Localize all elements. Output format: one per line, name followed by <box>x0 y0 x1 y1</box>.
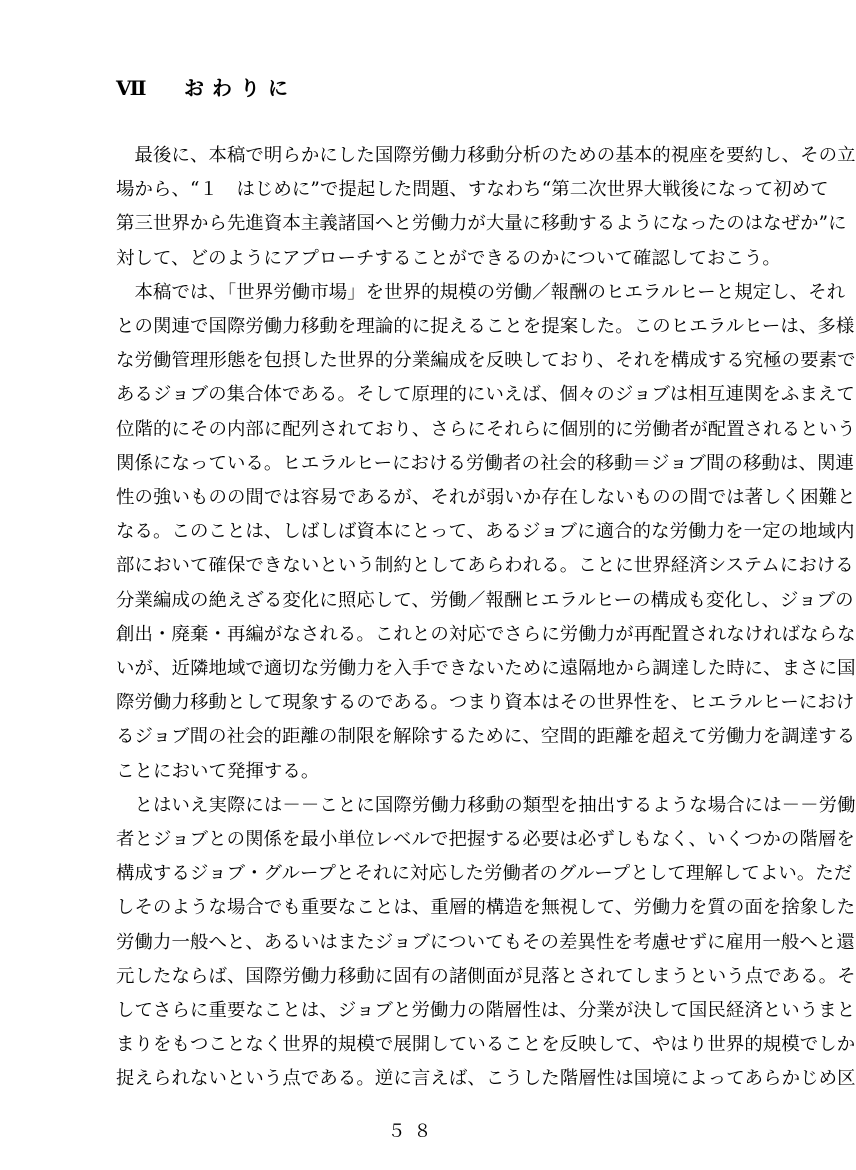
text-line: 際労働力移動として現象するのである。つまり資本はその世界性を、ヒエラルヒーにおけ <box>116 692 855 713</box>
text-line: 部において確保できないという制約としてあらわれる。ことに世界経済システムにおける <box>116 555 854 576</box>
text-line: まりをもつことなく世界的規模で展開していることを反映して、やはり世界的規模でしか <box>116 1034 856 1055</box>
text-line: 労働力一般へと、あるいはまたジョブについてもその差異性を考慮せずに雇用一般へと還 <box>116 932 855 953</box>
text-line: いが、近隣地域で適切な労働力を入手できないために遠隔地から調達した時に、まさに国 <box>116 658 856 679</box>
text-line: 創出・廃棄・再編がなされる。これとの対応でさらに労働力が再配置されなければならな <box>116 624 856 645</box>
text-line: 構成するジョブ・グループとそれに対応した労働者のグループとして理解してよい。ただ <box>116 863 853 884</box>
text-line: なる。このことは、しばしば資本にとって、あるジョブに適合的な労働力を一定の地域内 <box>116 521 855 542</box>
section-title: おわりに <box>184 76 296 100</box>
page-number: ５８ <box>387 1121 440 1142</box>
text-line: 元したならば、国際労働力移動に固有の諸側面が見落とされてしまうという点である。そ <box>116 966 856 987</box>
text-line: 最後に、本稿で明らかにした国際労働力移動分析のための基本的視座を要約し、その立 <box>116 145 856 166</box>
text-line: してさらに重要なことは、ジョブと労働力の階層性は、分業が決して国民経済というまと <box>116 1000 856 1021</box>
text-line: 位階的にその内部に配列されており、さらにそれらに個別的に労働者が配置されるという <box>116 419 856 440</box>
text-line: な労働管理形態を包摂した世界的分業編成を反映しており、それを構成する究極の要素で <box>116 350 856 371</box>
section-heading <box>116 72 296 101</box>
text-line: とはいえ実際には－－ことに国際労働力移動の類型を抽出するような場合には－－労働 <box>116 795 856 816</box>
text-line: あるジョブの集合体である。そして原理的にいえば、個々のジョブは相互連関をふまえて <box>116 384 855 405</box>
text-line: 本稿では、「世界労働市場」を世界的規模の労働／報酬のヒエラルヒーと規定し、それ <box>116 282 846 303</box>
text-line: 対して、どのようにアプローチすることができるのかについて確認しておこう。 <box>116 248 781 269</box>
text-line: 関係になっている。ヒエラルヒーにおける労働者の社会的移動＝ジョブ間の移動は、関連 <box>116 453 854 474</box>
text-line: ことにおいて発揮する。 <box>116 761 320 782</box>
text-line: 第三世界から先進資本主義諸国へと労働力が大量に移動するようになったのはなぜか”に <box>116 213 847 234</box>
text-line: 者とジョブとの関係を最小単位レベルで把握する必要は必ずしもなく、いくつかの階層を <box>116 829 855 850</box>
section-number: Ⅶ <box>116 76 149 100</box>
text-line: 分業編成の絶えざる変化に照応して、労働／報酬ヒエラルヒーの構成も変化し、ジョブの <box>116 590 854 611</box>
text-line: 捉えられないという点である。逆に言えば、こうした階層性は国境によってあらかじめ区 <box>116 1068 856 1089</box>
text-line: 性の強いものの間では容易であるが、それが弱いか存在しないものの間では著しく困難と <box>116 487 856 508</box>
text-line: 場から、“１ はじめに”で提起した問題、すなわち“第二次世界大戦後になって初めて <box>116 179 829 200</box>
text-line: しそのような場合でも重要なことは、重層的構造を無視して、労働力を質の面を捨象した <box>116 897 856 918</box>
text-line: との関連で国際労働力移動を理論的に捉えることを提案した。このヒエラルヒーは、多様 <box>116 316 855 337</box>
text-line: るジョブ間の社会的距離の制限を解除するために、空間的距離を超えて労働力を調達する <box>116 726 856 747</box>
